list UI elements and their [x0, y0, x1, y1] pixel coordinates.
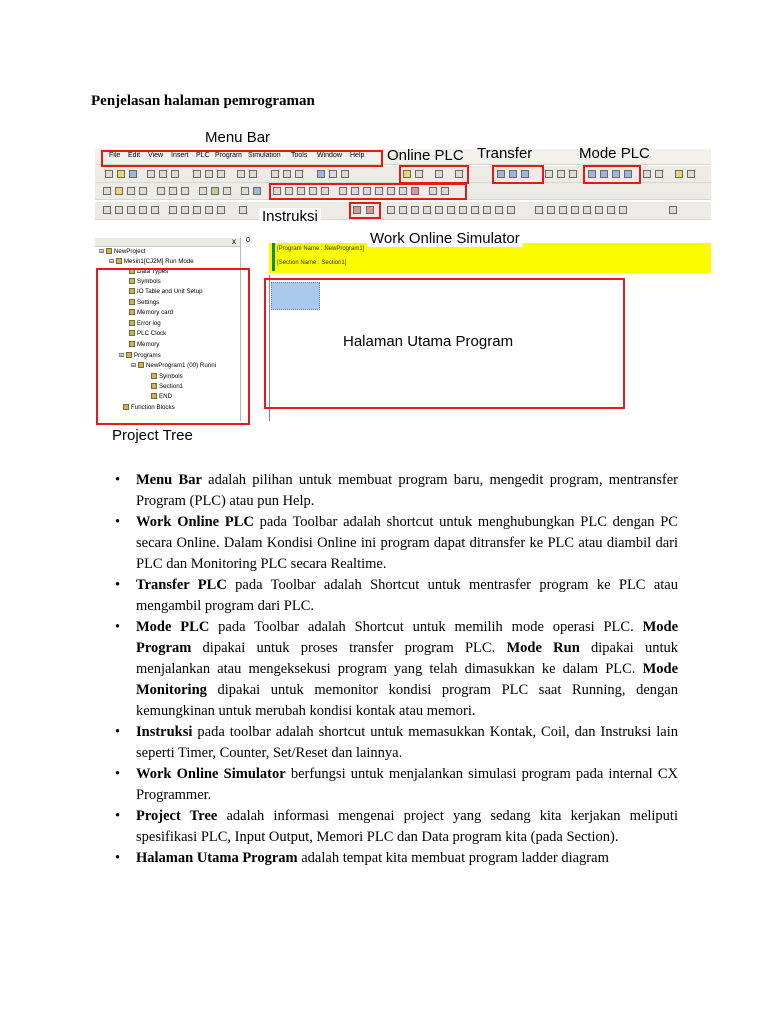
mode-plc-highlight [583, 165, 641, 184]
toolbar-row-3 [95, 202, 711, 220]
program-name-label: [Program Name : NewProgram1] [277, 246, 365, 252]
zoom-fit-icon[interactable] [139, 187, 147, 195]
check-program-icon[interactable] [217, 206, 225, 214]
sim-io-icon[interactable] [471, 206, 479, 214]
menu-view[interactable]: View [148, 152, 164, 159]
fb-table-icon[interactable] [595, 206, 603, 214]
sfc-icon[interactable] [169, 206, 177, 214]
close-pane-button[interactable]: x [232, 237, 236, 246]
list-item: • Work Online PLC pada Toolbar adalah shortcut untuk menghubungkan PLC dengan PC secara Online. Dalam Kondisi Online ini program dapat ditransfer ke PLC atau diambil dari PLC dan Monitoring PLC secara Realtime. [115, 512, 678, 575]
io-comment-icon[interactable] [151, 206, 159, 214]
st-icon[interactable] [181, 206, 189, 214]
undo-icon[interactable] [237, 170, 245, 178]
fb-remove-icon[interactable] [571, 206, 579, 214]
redo-icon[interactable] [249, 170, 257, 178]
rung-number: 0 [246, 237, 250, 244]
instruksi-highlight [269, 183, 467, 200]
rung-toolbar-icon[interactable] [239, 206, 247, 214]
sim-continue-icon[interactable] [447, 206, 455, 214]
output-window-icon[interactable] [115, 206, 123, 214]
plc-info-icon[interactable] [643, 170, 651, 178]
rung-list-icon[interactable] [181, 187, 189, 195]
work-online-simulator-label: Work Online Simulator [367, 230, 523, 247]
cx-programmer-screenshot [95, 129, 711, 444]
tree-item-newprogram1[interactable]: ⊟ NewProgram1 (00) Runni [131, 362, 217, 369]
transfer-label: Transfer [477, 145, 533, 162]
list-item: • Instruksi pada toolbar adalah shortcut untuk memasukkan Kontak, Coil, dan Instruksi lain seperti Timer, Counter, Set/Reset dan lainnya. [115, 722, 678, 764]
project-tree-highlight [96, 268, 250, 425]
menu-insert[interactable]: Insert [171, 152, 189, 159]
list-item: • Menu Bar adalah pilihan untuk membuat program baru, mengedit program, mentransfer Program (PLC) atau pun Help. [115, 470, 678, 512]
cut-icon[interactable] [193, 170, 201, 178]
ladder-view-icon[interactable] [253, 187, 261, 195]
tree-item-section1[interactable]: Section1 [151, 383, 183, 390]
tree-item-end[interactable]: END [151, 393, 172, 400]
sim-reset-icon[interactable] [483, 206, 491, 214]
sim-pause-icon[interactable] [411, 206, 419, 214]
menu-window[interactable]: Window [317, 152, 342, 159]
rung-marker [272, 243, 275, 271]
menu-help[interactable]: Help [350, 152, 365, 159]
project-view-icon[interactable] [103, 206, 111, 214]
replace-icon[interactable] [283, 170, 291, 178]
tree-item-error-log[interactable]: Error log [129, 320, 161, 327]
memory-view-icon[interactable] [139, 206, 147, 214]
fb-instance-icon[interactable] [583, 206, 591, 214]
mode-plc-label: Mode PLC [579, 145, 650, 162]
list-item: • Work Online Simulator berfungsi untuk menjalankan simulasi program pada internal CX Programmer. [115, 764, 678, 806]
fb-list-icon[interactable] [607, 206, 615, 214]
menu-bar-label: Menu Bar [205, 129, 271, 146]
print-preview-icon[interactable] [159, 170, 167, 178]
menu-program[interactable]: Program [215, 152, 242, 159]
save-icon[interactable] [129, 170, 137, 178]
plc-setting-icon[interactable] [675, 170, 683, 178]
sim-scan-icon[interactable] [459, 206, 467, 214]
cross-reference-icon[interactable] [199, 187, 207, 195]
menu-file[interactable]: File [109, 152, 121, 159]
mnemonic-icon[interactable] [193, 206, 201, 214]
watch-window-icon[interactable] [211, 187, 219, 195]
address-reference-icon[interactable] [223, 187, 231, 195]
transfer-highlight [492, 165, 544, 184]
show-comments-icon[interactable] [169, 187, 177, 195]
fb-view-icon[interactable] [535, 206, 543, 214]
tree-item-function-blocks[interactable]: Function Blocks [123, 404, 175, 411]
tree-item-plc[interactable]: ⊟ Mesin1[CJ2M] Run Mode [109, 258, 194, 265]
info-icon[interactable] [317, 170, 325, 178]
sim-skip-icon[interactable] [495, 206, 503, 214]
zoom-out-icon[interactable] [127, 187, 135, 195]
tree-item-plc-clock[interactable]: PLC Clock [129, 330, 166, 337]
fb-add-icon[interactable] [559, 206, 567, 214]
list-item: • Halaman Utama Program adalah tempat kita membuat program ladder diagram [115, 848, 678, 869]
zoom-tool-icon[interactable] [115, 187, 123, 195]
find-icon[interactable] [271, 170, 279, 178]
sim-end-icon[interactable] [507, 206, 515, 214]
tree-item-io-table[interactable]: IO Table and Unit Setup [129, 288, 203, 295]
sim-break-icon[interactable] [435, 206, 443, 214]
section-name-label: [Section Name : Section1] [277, 260, 347, 266]
jump-icon[interactable] [295, 170, 303, 178]
online-plc-highlight [399, 165, 469, 184]
force-on-icon[interactable] [557, 170, 565, 178]
fb-generate-icon[interactable] [619, 206, 627, 214]
symbol-table-icon[interactable] [241, 187, 249, 195]
fb-edit-icon[interactable] [547, 206, 555, 214]
halaman-utama-label: Halaman Utama Program [340, 333, 516, 350]
new-file-icon[interactable] [105, 170, 113, 178]
sim-run-icon[interactable] [387, 206, 395, 214]
zoom-in-icon[interactable] [103, 187, 111, 195]
page-heading: Penjelasan halaman pemrograman [91, 93, 315, 109]
sim-step-icon[interactable] [399, 206, 407, 214]
tree-item-symbols[interactable]: Symbols [129, 278, 161, 285]
menu-edit[interactable]: Edit [128, 152, 141, 159]
simulator-highlight [349, 202, 381, 219]
explanation-list [115, 470, 678, 869]
paste-icon[interactable] [217, 170, 225, 178]
sim-stop-icon[interactable] [423, 206, 431, 214]
copy-icon[interactable] [205, 170, 213, 178]
menu-bar-highlight [101, 150, 383, 167]
tree-item-project[interactable]: ⊟ NewProject [99, 248, 146, 255]
force-off-icon[interactable] [569, 170, 577, 178]
error-log-icon[interactable] [687, 170, 695, 178]
list-item: • Transfer PLC pada Toolbar adalah Shortcut untuk mentrasfer program ke PLC atau mengambil program dari PLC. [115, 575, 678, 617]
list-item: • Mode PLC pada Toolbar adalah Shortcut untuk memilih mode operasi PLC. Mode Program dipakai untuk proses transfer program PLC. Mode Run dipakai untuk menjalankan atau mengeksekusi program yang telah dimasukkan ke dalam PLC. Mode Monitoring dipakai untuk memonitor kondisi program PLC saat Running, dengan kemungkinan untuk merubah kondisi kontak atau memori. [115, 617, 678, 722]
menu-tools[interactable]: Tools [291, 152, 308, 159]
list-item: • Project Tree adalah informasi mengenai project yang sedang kita kerjakan meliputi spesifikasi PLC, Input Output, Memori PLC dan Data program kita (pada Section). [115, 806, 678, 848]
tree-item-programs[interactable]: ⊟ Programs [119, 352, 161, 359]
tree-item-memory[interactable]: Memory [129, 341, 159, 348]
instruksi-label: Instruksi [259, 208, 321, 225]
menu-simulation[interactable]: Simulation [248, 152, 281, 159]
tree-item-memory-card[interactable]: Memory card [129, 309, 173, 316]
data-trace-icon[interactable] [545, 170, 553, 178]
open-folder-icon[interactable] [117, 170, 125, 178]
tree-item-data-types[interactable]: Data Types [129, 268, 168, 275]
print-icon[interactable] [147, 170, 155, 178]
project-tree-label: Project Tree [112, 427, 193, 444]
page-setup-icon[interactable] [171, 170, 179, 178]
online-plc-label: Online PLC [387, 147, 464, 164]
tree-item-program-symbols[interactable]: Symbols [151, 373, 183, 380]
memory-card-icon[interactable] [655, 170, 663, 178]
grid-icon[interactable] [157, 187, 165, 195]
help-icon[interactable] [329, 170, 337, 178]
compile-icon[interactable] [205, 206, 213, 214]
tree-header [95, 238, 240, 247]
context-help-icon[interactable] [341, 170, 349, 178]
view-window-icon[interactable] [127, 206, 135, 214]
menu-plc[interactable]: PLC [196, 152, 210, 159]
tree-item-settings[interactable]: Settings [129, 299, 159, 306]
toolbar-option-icon[interactable] [669, 206, 677, 214]
